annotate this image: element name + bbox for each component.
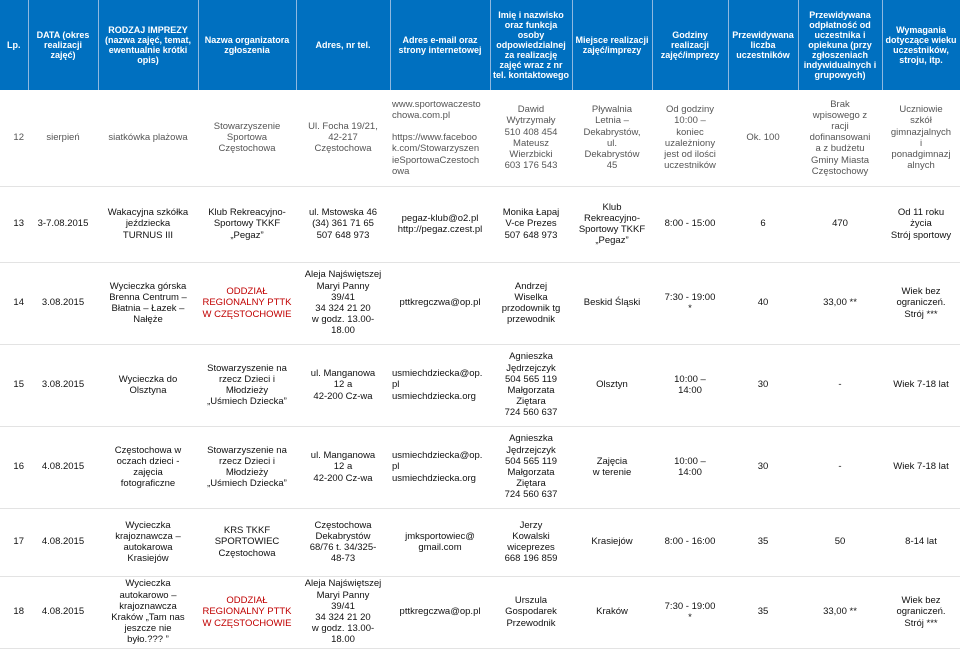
cell-data: sierpień xyxy=(28,90,98,186)
cell-liczba: 35 xyxy=(728,576,798,648)
cell-lp: 14 xyxy=(0,262,28,344)
cell-osoba: Monika Łapaj V-ce Prezes 507 648 973 xyxy=(490,186,572,262)
cell-osoba: Jerzy Kowalski wiceprezes 668 196 859 xyxy=(490,508,572,576)
cell-godziny: 10:00 – 14:00 xyxy=(652,426,728,508)
cell-data: 3.08.2015 xyxy=(28,262,98,344)
cell-email-www: usmiechdziecka@op. pl usmiechdziecka.org xyxy=(390,344,490,426)
cell-lp: 12 xyxy=(0,90,28,186)
cell-adres: Aleja Najświętszej Maryi Panny 39/41 34 324 21 20 w godz. 13.00- 18.00 xyxy=(296,262,390,344)
header-organizator: Nazwa organizatora zgłoszenia xyxy=(198,0,296,90)
cell-liczba: 30 xyxy=(728,344,798,426)
table-row xyxy=(0,576,960,648)
table-row xyxy=(0,90,960,186)
cell-liczba: 40 xyxy=(728,262,798,344)
cell-adres: Aleja Najświętszej Maryi Panny 39/41 34 324 21 20 w godz. 13.00- 18.00 xyxy=(296,576,390,648)
cell-rodzaj: Wycieczka górska Brenna Centrum – Błatnia – Łazek – Nałęże xyxy=(98,262,198,344)
cell-data: 4.08.2015 xyxy=(28,426,98,508)
header-godziny: Godziny realizacji zajęć/imprezy xyxy=(652,0,728,90)
cell-miejsce: Pływalnia Letnia – Dekabrystów, ul. Dekabrystów 45 xyxy=(572,90,652,186)
cell-lp: 16 xyxy=(0,426,28,508)
cell-data: 3-7.08.2015 xyxy=(28,186,98,262)
cell-liczba: Ok. 100 xyxy=(728,90,798,186)
cell-rodzaj: Wakacyjna szkółka jeździecka TURNUS III xyxy=(98,186,198,262)
header-lp: Lp. xyxy=(0,0,28,90)
cell-organizator: ODDZIAŁ REGIONALNY PTTK W CZĘSTOCHOWIE xyxy=(198,576,296,648)
cell-osoba: Andrzej Wiselka przodownik tg przewodnik xyxy=(490,262,572,344)
cell-adres: Ul. Focha 19/21, 42-217 Częstochowa xyxy=(296,90,390,186)
header-email-www: Adres e-mail oraz strony internetowej xyxy=(390,0,490,90)
table-row xyxy=(0,186,960,262)
cell-email-www: www.sportowaczesto chowa.com.pl https://www.faceboo k.com/Stowarzyszen ieSportowaCzestoch owa xyxy=(390,90,490,186)
cell-data: 3.08.2015 xyxy=(28,344,98,426)
cell-odplatnosc: 33,00 ** xyxy=(798,262,882,344)
cell-rodzaj: Wycieczka autokarowo – krajoznawcza Kraków „Tam nas jeszcze nie było.??? ” xyxy=(98,576,198,648)
cell-wymagania: Wiek 7-18 lat xyxy=(882,344,960,426)
cell-lp: 13 xyxy=(0,186,28,262)
header-adres: Adres, nr tel. xyxy=(296,0,390,90)
cell-odplatnosc: 470 xyxy=(798,186,882,262)
cell-osoba: Dawid Wytrzymały 510 408 454 Mateusz Wierzbicki 603 176 543 xyxy=(490,90,572,186)
cell-email-www: pttkregczwa@op.pl xyxy=(390,576,490,648)
cell-odplatnosc: - xyxy=(798,426,882,508)
cell-adres: Częstochowa Dekabrystów 68/76 t. 34/325- 48-73 xyxy=(296,508,390,576)
cell-miejsce: Krasiejów xyxy=(572,508,652,576)
cell-organizator: Klub Rekreacyjno- Sportowy TKKF „Pegaz” xyxy=(198,186,296,262)
cell-godziny: 8:00 - 15:00 xyxy=(652,186,728,262)
cell-osoba: Agnieszka Jędrzejczyk 504 565 119 Małgorzata Ziętara 724 560 637 xyxy=(490,344,572,426)
cell-miejsce: Beskid Śląski xyxy=(572,262,652,344)
cell-miejsce: Olsztyn xyxy=(572,344,652,426)
cell-adres: ul. Manganowa 12 a 42-200 Cz-wa xyxy=(296,426,390,508)
cell-adres: ul. Manganowa 12 a 42-200 Cz-wa xyxy=(296,344,390,426)
cell-organizator: Stowarzyszenie na rzecz Dzieci i Młodzieży „Uśmiech Dziecka” xyxy=(198,344,296,426)
header-wymagania: Wymagania dotyczące wieku uczestników, stroju, itp. xyxy=(882,0,960,90)
cell-wymagania: Wiek bez ograniczeń. Strój *** xyxy=(882,262,960,344)
cell-lp: 17 xyxy=(0,508,28,576)
cell-wymagania: Uczniowie szkół gimnazjalnych i ponadgimnazj alnych xyxy=(882,90,960,186)
cell-godziny: Od godziny 10:00 – koniec uzależniony jest od ilości uczestników xyxy=(652,90,728,186)
cell-email-www: usmiechdziecka@op. pl usmiechdziecka.org xyxy=(390,426,490,508)
cell-data: 4.08.2015 xyxy=(28,576,98,648)
cell-liczba: 6 xyxy=(728,186,798,262)
cell-godziny: 7:30 - 19:00 * xyxy=(652,576,728,648)
cell-rodzaj: Wycieczka do Olsztyna xyxy=(98,344,198,426)
table-row xyxy=(0,344,960,426)
header-liczba: Przewidywana liczba uczestników xyxy=(728,0,798,90)
header-osoba: Imię i nazwisko oraz funkcja osoby odpowiedzialnej za realizację zajęć wraz z nr tel. kontaktowego xyxy=(490,0,572,90)
cell-odplatnosc: Brak wpisowego z racji dofinansowani a z budżetu Gminy Miasta Częstochowy xyxy=(798,90,882,186)
header-rodzaj: RODZAJ IMPREZY (nazwa zajęć, temat, ewentualnie krótki opis) xyxy=(98,0,198,90)
header-row xyxy=(0,0,960,90)
cell-odplatnosc: 50 xyxy=(798,508,882,576)
cell-osoba: Agnieszka Jędrzejczyk 504 565 119 Małgorzata Ziętara 724 560 637 xyxy=(490,426,572,508)
cell-rodzaj: siatkówka plażowa xyxy=(98,90,198,186)
table-row xyxy=(0,262,960,344)
cell-godziny: 10:00 – 14:00 xyxy=(652,344,728,426)
cell-wymagania: Wiek 7-18 lat xyxy=(882,426,960,508)
header-miejsce: Miejsce realizacji zajęć/imprezy xyxy=(572,0,652,90)
cell-organizator: Stowarzyszenie Sportowa Częstochowa xyxy=(198,90,296,186)
cell-wymagania: Od 11 roku życia Strój sportowy xyxy=(882,186,960,262)
cell-godziny: 8:00 - 16:00 xyxy=(652,508,728,576)
cell-rodzaj: Wycieczka krajoznawcza – autokarowa Krasiejów xyxy=(98,508,198,576)
cell-email-www: pegaz-klub@o2.pl http://pegaz.czest.pl xyxy=(390,186,490,262)
cell-miejsce: Zajęcia w terenie xyxy=(572,426,652,508)
cell-liczba: 35 xyxy=(728,508,798,576)
cell-lp: 18 xyxy=(0,576,28,648)
cell-miejsce: Klub Rekreacyjno- Sportowy TKKF „Pegaz” xyxy=(572,186,652,262)
cell-liczba: 30 xyxy=(728,426,798,508)
cell-godziny: 7:30 - 19:00 * xyxy=(652,262,728,344)
header-data: DATA (okres realizacji zajęć) xyxy=(28,0,98,90)
cell-email-www: pttkregczwa@op.pl xyxy=(390,262,490,344)
cell-wymagania: 8-14 lat xyxy=(882,508,960,576)
cell-osoba: Urszula Gospodarek Przewodnik xyxy=(490,576,572,648)
cell-rodzaj: Częstochowa w oczach dzieci - zajęcia fotograficzne xyxy=(98,426,198,508)
cell-organizator: KRS TKKF SPORTOWIEC Częstochowa xyxy=(198,508,296,576)
cell-odplatnosc: 33,00 ** xyxy=(798,576,882,648)
cell-odplatnosc: - xyxy=(798,344,882,426)
table-row xyxy=(0,508,960,576)
cell-email-www: jmksportowiec@ gmail.com xyxy=(390,508,490,576)
cell-data: 4.08.2015 xyxy=(28,508,98,576)
cell-organizator: Stowarzyszenie na rzecz Dzieci i Młodzieży „Uśmiech Dziecka” xyxy=(198,426,296,508)
cell-adres: ul. Mstowska 46 (34) 361 71 65 507 648 973 xyxy=(296,186,390,262)
table-row xyxy=(0,426,960,508)
cell-organizator: ODDZIAŁ REGIONALNY PTTK W CZĘSTOCHOWIE xyxy=(198,262,296,344)
cell-lp: 15 xyxy=(0,344,28,426)
cell-miejsce: Kraków xyxy=(572,576,652,648)
cell-wymagania: Wiek bez ograniczeń. Strój *** xyxy=(882,576,960,648)
header-odplatnosc: Przewidywana odpłatność od uczestnika i opiekuna (przy zgłoszeniach indywidualnych i grupowych) xyxy=(798,0,882,90)
